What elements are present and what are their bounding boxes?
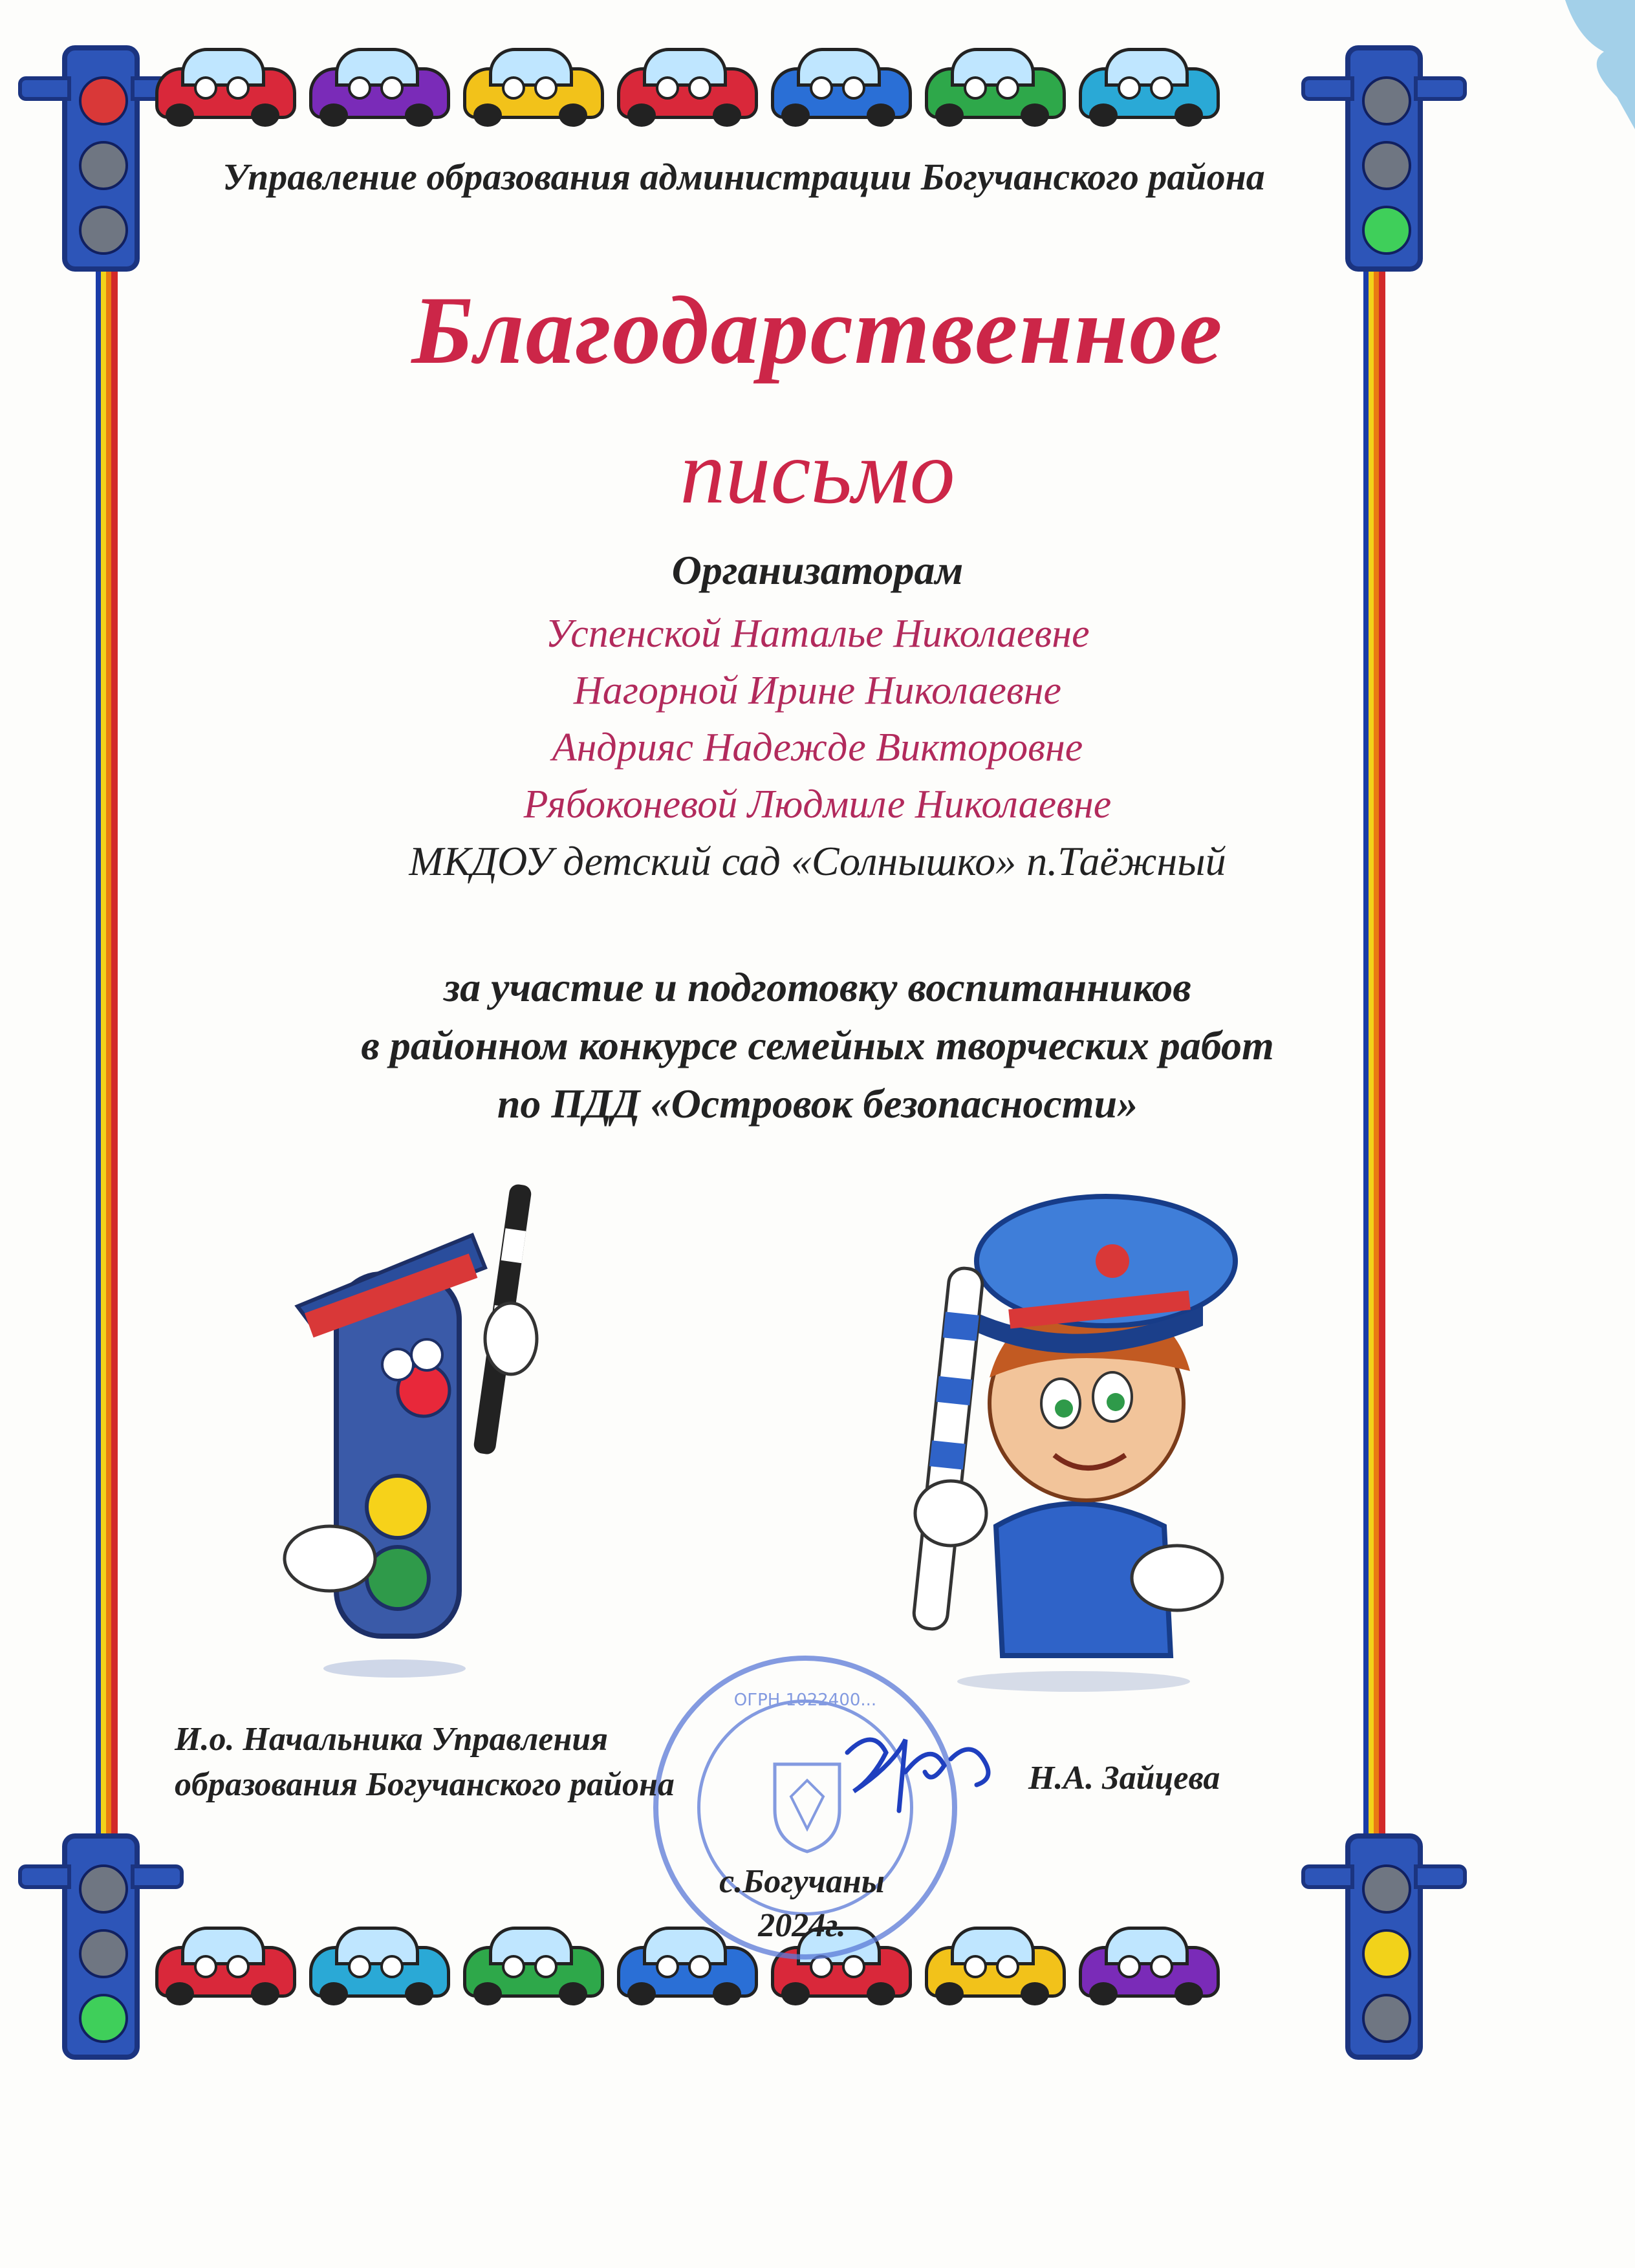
reason-line: за участие и подготовку воспитанников [444,964,1191,1010]
top-car-border [149,45,1220,129]
car-icon [303,45,450,127]
recipient-name: Успенской Наталье Николаевне [545,612,1090,656]
signer-position: образования Богучанского района [175,1766,675,1803]
handwritten-signature [834,1714,1002,1830]
traffic-light-icon [62,45,140,272]
signer-position: И.о. Начальника Управления [175,1721,609,1758]
car-icon [457,1924,604,2005]
traffic-light-icon [1345,45,1423,272]
car-icon [149,45,296,127]
corner-decoration [1539,0,1635,129]
car-icon [1072,1924,1220,2005]
car-icon [1072,45,1220,127]
car-icon [303,1924,450,2005]
traffic-light-character-illustration [259,1177,595,1681]
recipient-name: Рябоконевой Людмиле Николаевне [523,783,1112,826]
place: с.Богучаны [719,1863,885,1900]
traffic-light-icon [1345,1833,1423,2060]
car-icon [918,45,1066,127]
certificate-subtitle: письмо [680,422,955,523]
organization-header: Управление образования администрации Богучанского района [222,156,1265,198]
car-icon [457,45,604,127]
traffic-light-icon [62,1833,140,2060]
recipient-name: Андрияс Надежде Викторовне [552,726,1083,770]
car-icon [149,1924,296,2005]
reason-line: по ПДД «Островок безопасности» [497,1081,1138,1127]
police-boy-illustration [867,1164,1268,1694]
car-icon [764,45,912,127]
car-icon [611,45,758,127]
stamp-text: ОГРН 1022400... [733,1690,877,1710]
recipient-name: Нагорной Ирине Николаевне [573,669,1062,713]
institution-name: МКДОУ детский сад «Солнышко» п.Таёжный [409,838,1226,884]
year: 2024г. [758,1907,846,1944]
reason-line: в районном конкурсе семейных творческих работ [361,1022,1274,1068]
recipients-label: Организаторам [671,547,964,593]
certificate-title: Благодарственное [411,277,1224,384]
signer-name: Н.А. Зайцева [1028,1760,1220,1797]
